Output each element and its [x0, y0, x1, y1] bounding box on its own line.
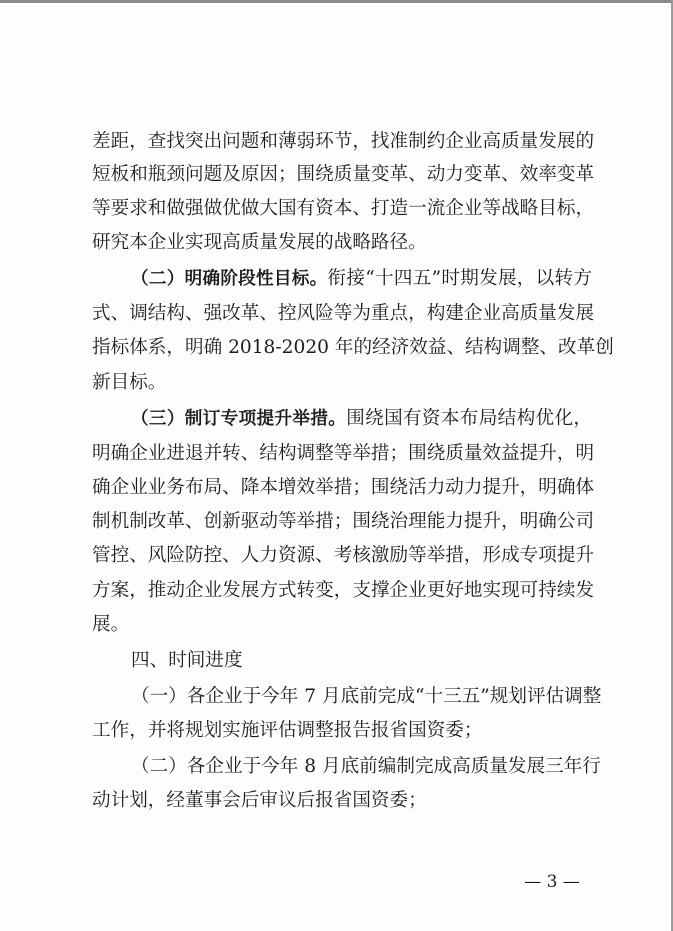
text-line: 动计划，经董事会后审议后报省国资委；: [92, 790, 427, 811]
paragraph-heading: （三）制订专项提升举措。: [131, 409, 347, 429]
paragraph-heading: （二）明确阶段性目标。: [131, 269, 328, 289]
text-line: 展。: [92, 614, 130, 635]
text-line: 明确企业进退并转、结构调整等举措；围绕质量效益提升，明: [92, 443, 595, 464]
text-line: 等要求和做强做优做大国有资本、打造一流企业等战略目标，: [92, 198, 595, 219]
text-line: 研究本企业实现高质量发展的战略路径。: [92, 232, 427, 253]
page-number: — 3 —: [524, 872, 580, 892]
text-line: （二）各企业于今年 8 月底前编制完成高质量发展三年行: [131, 756, 601, 777]
text-line: 方案，推动企业发展方式转变，支撑企业更好地实现可持续发: [92, 580, 595, 601]
text-span: 围绕国有资本布局结构优化，: [346, 408, 592, 429]
section-heading: 四、时间进度: [131, 650, 243, 671]
text-span: 衔接“十四五”时期发展，以转方: [327, 268, 592, 289]
text-line: 差距，查找突出问题和薄弱环节，找准制约企业高质量发展的: [92, 131, 595, 152]
text-line: 指标体系，明确 2018-2020 年的经济效益、结构调整、改革创: [92, 337, 614, 358]
text-line: 式、调结构、强改革、控风险等为重点，构建企业高质量发展: [92, 303, 595, 324]
paragraph-first-line: [131, 406, 592, 432]
text-line: 新目标。: [92, 372, 167, 393]
text-line: 管控、风险防控、人力资源、考核激励等举措，形成专项提升: [92, 545, 595, 566]
paragraph-first-line: [131, 266, 592, 292]
scan-edge-top: [0, 0, 673, 3]
text-line: 短板和瓶颈问题及原因；围绕质量变革、动力变革、效率变革: [92, 164, 595, 185]
text-line: （一）各企业于今年 7 月底前完成“十三五”规划评估调整: [131, 686, 602, 707]
text-line: 制机制改革、创新驱动等举措；围绕治理能力提升，明确公司: [92, 511, 595, 532]
text-line: 工作，并将规划实施评估调整报告报省国资委；: [92, 720, 483, 741]
text-line: 确企业业务布局、降本增效举措；围绕活力动力提升，明确体: [92, 477, 595, 498]
